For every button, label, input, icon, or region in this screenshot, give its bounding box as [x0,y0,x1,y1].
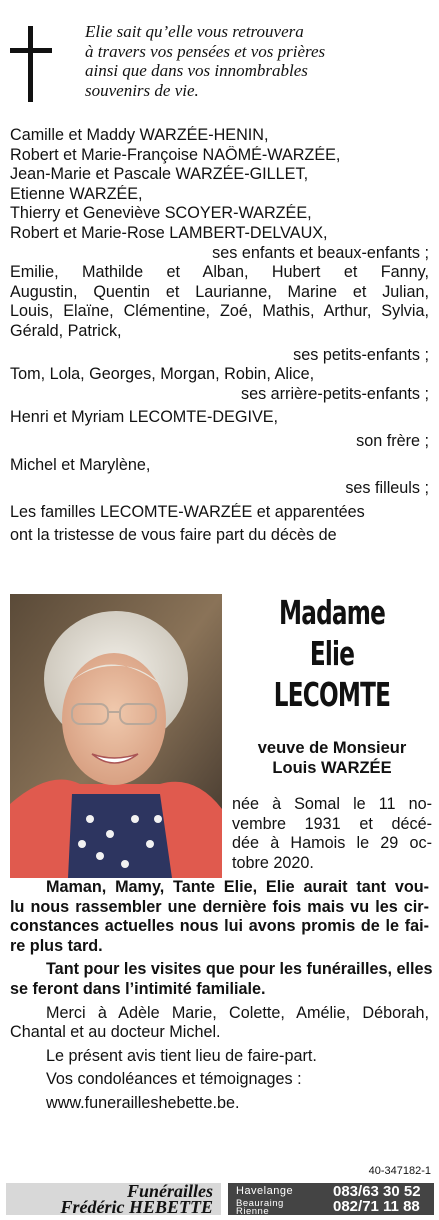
phone-number[interactable]: 082/71 11 88 [333,1198,420,1215]
cross-icon-bar [10,48,52,53]
family-line: Emilie, Mathilde et Alban, Hubert et Fanny, [10,263,429,282]
family-role: ses arrière-petits-enfants ; [240,384,429,403]
family-role: son frère ; [356,431,429,450]
born-line: dée à Hamois le 29 oc- [232,834,432,853]
intro-line: à travers vos pensées et vos prières [85,41,326,61]
intro-line: Elie sait qu’elle vous retrouvera [85,22,304,41]
family-line: Augustin, Quentin et Laurianne, Marine et Julian, [10,282,429,301]
body-line: lu nous rassembler une dernière fois mais vu les cir- [10,897,429,916]
contact-block [228,1183,434,1215]
brand-line: Frédéric HEBETTE [60,1197,213,1217]
body-line: se feront dans l’intimité familiale. [10,979,266,998]
family-line: Henri et Myriam LECOMTE-DEGIVE, [10,408,279,427]
family-line: ont la tristesse de vous faire part du décès de [10,526,337,545]
intro-line: souvenirs de vie. [85,80,199,100]
website-link[interactable]: www.funerailleshebette.be. [46,1093,240,1112]
deceased-name [232,592,432,715]
family-line: Robert et Marie-Françoise NAÔMÉ-WARZÉE, [10,145,341,164]
intro-line: ainsi que dans vos innombrables [85,61,308,80]
body-line: Tant pour les visites que pour les funérailles, elles [46,960,433,979]
family-line: Michel et Marylène, [10,455,151,474]
family-list [10,126,429,546]
born-line: tobre 2020. [232,853,314,872]
born-line: vembre 1931 et décé- [232,814,432,833]
reference-number: 40-347182-1 [368,1165,431,1177]
portrait-photo [10,594,222,878]
widow-line: veuve de Monsieur [257,739,407,757]
body-line: Le présent avis tient lieu de faire-part. [46,1046,317,1065]
deceased-title: Madame [278,593,386,632]
family-line: Robert et Marie-Rose LAMBERT-DELVAUX, [10,223,328,242]
body-line: Maman, Mamy, Tante Elie, Elie aurait tant vou- [46,878,429,896]
brand-block [6,1183,221,1215]
widow-of [232,738,432,778]
family-line: Gérald, Patrick, [10,321,122,340]
widow-line: Louis WARZÉE [272,759,392,777]
brand-line: Funérailles [126,1181,213,1201]
announcement-body [10,878,433,1114]
body-line: Merci à Adèle Marie, Colette, Amélie, Déborah, [46,1003,429,1022]
location-label: Havelange [236,1185,294,1197]
cross-icon [28,26,33,102]
family-line: Camille et Maddy WARZÉE-HENIN, [10,126,269,144]
portrait-image [10,594,222,878]
intro-quote [85,22,435,100]
funeral-home-banner [6,1183,434,1215]
location-label: Rienne [236,1206,270,1217]
family-line: Louis, Elaïne, Clémentine, Zoé, Mathis, Arthur, Sylvia, [10,302,429,321]
deceased-last-name: LECOMTE [273,675,391,714]
location-label: Beauraing [236,1198,284,1209]
deceased-first-name: Elie [309,634,355,673]
family-line: Tom, Lola, Georges, Morgan, Robin, Alice, [10,365,315,384]
born-line: née à Somal le 11 no- [232,795,432,813]
birth-death-text [232,795,432,873]
family-role: ses petits-enfants ; [293,345,429,364]
family-role: ses enfants et beaux-enfants ; [212,243,429,262]
family-line: Les familles LECOMTE-WARZÉE et apparentées [10,502,365,521]
family-line: Etienne WARZÉE, [10,184,143,203]
body-line: Vos condoléances et témoignages : [46,1070,302,1089]
phone-number[interactable]: 083/63 30 52 [333,1183,421,1200]
family-line: Jean-Marie et Pascale WARZÉE-GILLET, [10,165,309,184]
body-line: constances actuelles nous lui avons promis de le fai- [10,917,429,936]
body-line: re plus tard. [10,936,103,955]
family-line: Thierry et Geneviève SCOYER-WARZÉE, [10,204,312,223]
family-role: ses filleuls ; [345,479,429,498]
body-line: Chantal et au docteur Michel. [10,1023,221,1042]
